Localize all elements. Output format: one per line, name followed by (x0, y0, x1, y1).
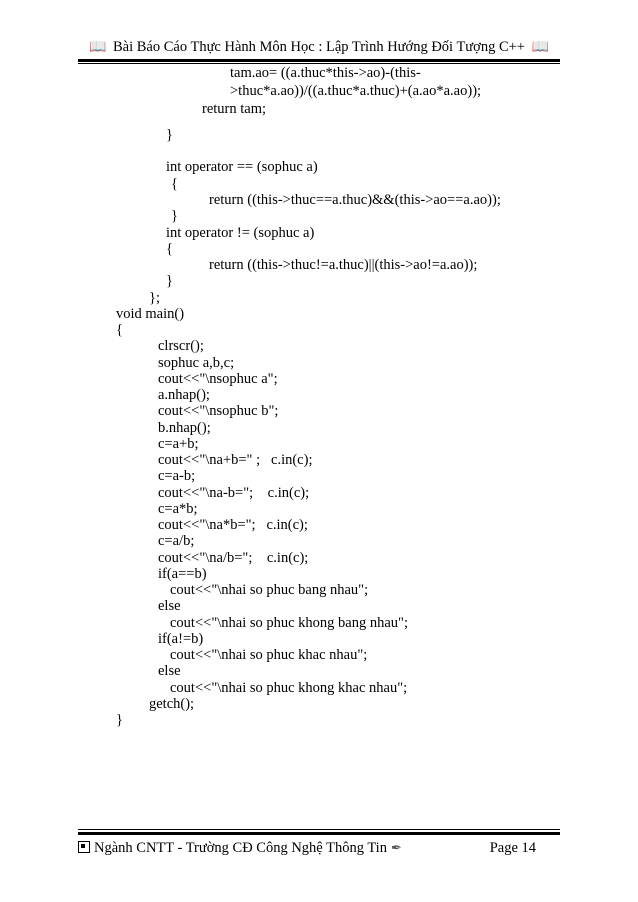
checkbox-icon (78, 841, 90, 853)
code-line: else (158, 663, 181, 679)
footer-left-text: Ngành CNTT - Trường CĐ Công Nghệ Thông Tin (94, 840, 387, 856)
code-line: { (171, 176, 178, 192)
code-line: c=a+b; (158, 436, 199, 452)
code-line: } (166, 127, 173, 143)
code-line: cout<<"\nhai so phuc khac nhau"; (170, 647, 368, 663)
footer-rule-thin (78, 829, 560, 830)
code-line: int operator == (sophuc a) (166, 159, 318, 175)
code-line: if(a!=b) (158, 631, 204, 647)
code-line: if(a==b) (158, 566, 207, 582)
code-line: cout<<"\na/b="; c.in(c); (158, 550, 309, 566)
open-book-icon: 📖 (531, 40, 550, 55)
code-line: else (158, 598, 181, 614)
page-footer (78, 838, 560, 860)
code-line: b.nhap(); (158, 420, 211, 436)
code-line: tam.ao= ((a.thuc*this->ao)-(this- (230, 65, 421, 81)
footer-rule-thick (78, 832, 560, 835)
page-number: Page 14 (489, 840, 536, 856)
code-line: clrscr(); (158, 338, 204, 354)
code-line: return ((this->thuc==a.thuc)&&(this->ao==a.ao)); (209, 192, 501, 208)
header-title: Bài Báo Cáo Thực Hành Môn Học : Lập Trình Hướng Đối Tượng C++ (113, 39, 525, 55)
code-line: { (166, 241, 173, 257)
code-line: { (116, 322, 123, 338)
code-line: sophuc a,b,c; (158, 355, 235, 371)
code-line: cout<<"\na-b="; c.in(c); (158, 485, 310, 501)
code-line: return tam; (202, 101, 267, 117)
code-line: c=a*b; (158, 501, 198, 517)
code-line: cout<<"\nsophuc a"; (158, 371, 278, 387)
code-line: } (116, 712, 123, 728)
code-line: c=a-b; (158, 468, 196, 484)
code-line: void main() (116, 306, 185, 322)
pen-icon: ✒ (390, 840, 402, 855)
code-line: cout<<"\nhai so phuc bang nhau"; (170, 582, 369, 598)
code-line: a.nhap(); (158, 387, 210, 403)
code-line: return ((this->thuc!=a.thuc)||(this->ao!=a.ao)); (209, 257, 478, 273)
footer-left (78, 838, 402, 858)
open-book-icon: 📖 (88, 40, 107, 55)
code-line: } (166, 273, 173, 289)
code-line: cout<<"\na*b="; c.in(c); (158, 517, 308, 533)
code-line: getch(); (149, 696, 195, 712)
code-line: }; (149, 290, 160, 306)
code-line: cout<<"\nhai so phuc khong bang nhau"; (170, 615, 409, 631)
code-line: >thuc*a.ao))/((a.thuc*a.thuc)+(a.ao*a.ao)); (230, 83, 482, 99)
code-line: } (171, 208, 178, 224)
code-line: int operator != (sophuc a) (166, 225, 315, 241)
code-line: cout<<"\na+b=" ; c.in(c); (158, 452, 313, 468)
code-line: cout<<"\nsophuc b"; (158, 403, 279, 419)
code-line: c=a/b; (158, 533, 195, 549)
code-line: cout<<"\nhai so phuc khong khac nhau"; (170, 680, 408, 696)
